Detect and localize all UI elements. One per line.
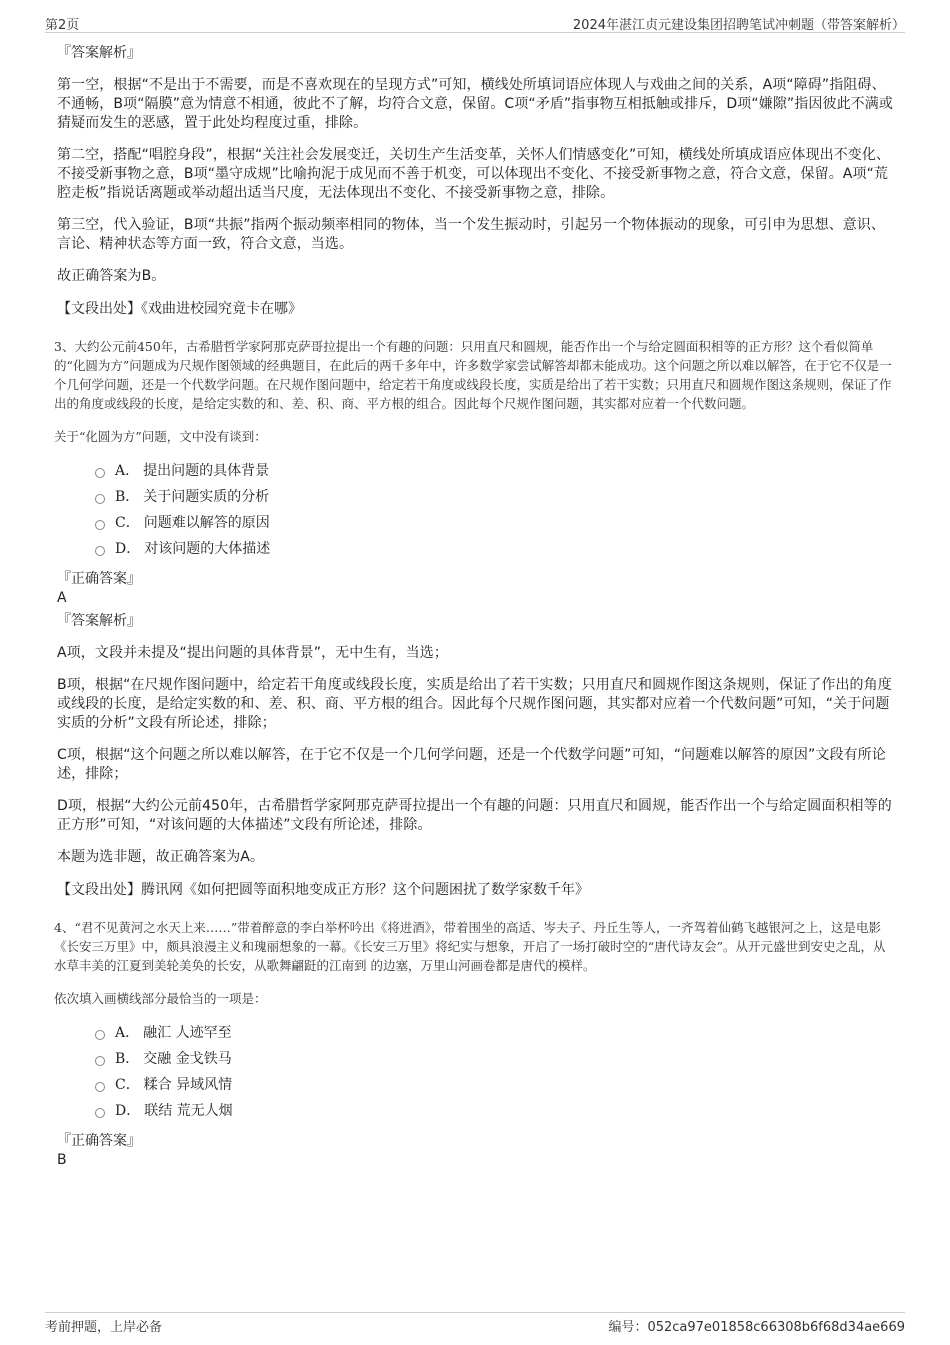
correct-answer: B bbox=[57, 1152, 67, 1168]
option-c[interactable] bbox=[95, 1072, 895, 1098]
option-letter: C． bbox=[115, 515, 140, 531]
question-3 bbox=[54, 337, 895, 900]
radio-button[interactable] bbox=[95, 468, 105, 478]
option-letter: C． bbox=[115, 1077, 140, 1093]
analysis-paragraph: 第二空，搭配“唱腔身段”，根据“关注社会发展变迁，关切生产生活变革，关怀人们情感变化”可知，横线处所填成语应体现出不变化、不接受新事物之意，B项“墨守成规”比喻拘泥于成见而不善于机变，可以体现出不变化、不接受新事物之意，符合文意，保留。A项“荒腔走板”指说话离题或举动超出适当尺度，无法体现出不变化、不接受新事物之意，排除。 bbox=[57, 147, 891, 201]
option-d[interactable] bbox=[95, 1098, 895, 1124]
correct-answer: A bbox=[57, 590, 67, 606]
page-footer bbox=[45, 1312, 905, 1333]
footer-slogan: 考前押题，上岸必备 bbox=[45, 1320, 163, 1335]
option-letter: D． bbox=[115, 1103, 141, 1119]
option-letter: A． bbox=[115, 463, 140, 479]
analysis-paragraph: D项，根据“大约公元前450年，古希腊哲学家阿那克萨哥拉提出一个有趣的问题：只用直尺和圆规，能否作出一个与给定圆面积相等的正方形”可知，“对该问题的大体描述”文段有所论述，排除。 bbox=[57, 798, 892, 833]
correct-answer-label: 『正确答案』 bbox=[57, 1133, 141, 1149]
analysis-paragraph: 第一空，根据“不是出于不需要，而是不喜欢现在的呈现方式”可知，横线处所填词语应体现人与戏曲之间的关系，A项“障碍”指阻碍、不通畅，B项“隔膜”意为情意不相通，彼此不了解，均符合文意，保留。C项“矛盾”指事物互相抵触或排斥，D项“嫌隙”指因彼此不满或猜疑而发生的恶感，置于此处均程度过重，排除。 bbox=[57, 77, 893, 131]
radio-button[interactable] bbox=[95, 1108, 105, 1118]
option-text: 关于问题实质的分析 bbox=[143, 489, 270, 505]
option-letter: A． bbox=[115, 1025, 140, 1041]
question-text: 3、大约公元前450年，古希腊哲学家阿那克萨哥拉提出一个有趣的问题：只用直尺和圆规，能否作出一个与给定圆面积相等的正方形？这个看似简单的“化圆为方”问题成为尺规作图领域的经典题目，在此后的两千多年中，许多数学家尝试解答却都未能成功。这个问题之所以难以解答，在于它不仅是一个几何学问题，还是一个代数学问题。在尺规作图问题中，给定若干角度或线段长度，实质是给出了若干实数；只用直尺和圆规作图这条规则，保证了作出的角度或线段的长度，是给定实数的和、差、积、商、平方根的组合。因此每个尺规作图问题，其实都对应着一个代数问题。 bbox=[54, 339, 892, 411]
option-a[interactable] bbox=[95, 458, 895, 484]
option-c[interactable] bbox=[95, 510, 895, 536]
radio-button[interactable] bbox=[95, 494, 105, 504]
option-text: 对该问题的大体描述 bbox=[144, 541, 271, 557]
analysis-paragraph: C项，根据“这个问题之所以难以解答，在于它不仅是一个几何学问题，还是一个代数学问题”可知，“问题难以解答的原因”文段有所论述，排除； bbox=[57, 747, 886, 782]
radio-button[interactable] bbox=[95, 1056, 105, 1066]
option-b[interactable] bbox=[95, 484, 895, 510]
option-d[interactable] bbox=[95, 536, 895, 562]
options-list bbox=[95, 1020, 895, 1124]
option-text: 融汇 人迹罕至 bbox=[143, 1025, 232, 1041]
option-letter: D． bbox=[115, 541, 141, 557]
option-b[interactable] bbox=[95, 1046, 895, 1072]
document-code: 编号：052ca97e01858c66308b6f68d34ae669 bbox=[608, 1320, 905, 1335]
source-citation: 【文段出处】《戏曲进校园究竟卡在哪》 bbox=[57, 301, 302, 317]
question-text: 4、“君不见黄河之水天上来……”带着醉意的李白举杯吟出《将进酒》，带着围坐的高适、岑夫子、丹丘生等人，一齐驾着仙鹤飞越银河之上，这是电影《长安三万里》中，颇具浪漫主义和瑰丽想象的一幕。《长安三万里》将纪实与想象，开启了一场打破时空的“唐代诗友会”。从开元盛世到安史之乱，从水草丰美的江夏到美轮美奂的长安，从歌舞翩跹的江南到 的边塞，万里山河画卷都是唐代的模样。 bbox=[54, 920, 886, 973]
analysis-conclusion: 本题为选非题，故正确答案为A。 bbox=[57, 849, 265, 865]
page-header bbox=[45, 12, 905, 33]
option-a[interactable] bbox=[95, 1020, 895, 1046]
analysis-label: 『答案解析』 bbox=[57, 45, 141, 61]
option-text: 问题难以解答的原因 bbox=[143, 515, 270, 531]
option-text: 糅合 异域风情 bbox=[143, 1077, 233, 1093]
analysis-paragraph: A项，文段并未提及“提出问题的具体背景”，无中生有，当选； bbox=[57, 645, 448, 661]
option-letter: B． bbox=[115, 489, 140, 505]
question-prompt: 依次填入画横线部分最恰当的一项是： bbox=[54, 991, 267, 1006]
radio-button[interactable] bbox=[95, 1082, 105, 1092]
option-text: 联结 荒无人烟 bbox=[144, 1103, 233, 1119]
options-list bbox=[95, 458, 895, 562]
option-letter: B． bbox=[115, 1051, 140, 1067]
question-4 bbox=[54, 918, 895, 1170]
page-content bbox=[54, 42, 895, 1172]
analysis-label: 『答案解析』 bbox=[57, 613, 141, 629]
radio-button[interactable] bbox=[95, 520, 105, 530]
radio-button[interactable] bbox=[95, 546, 105, 556]
question-prompt: 关于“化圆为方”问题，文中没有谈到： bbox=[54, 429, 267, 444]
analysis-conclusion: 故正确答案为B。 bbox=[57, 268, 166, 284]
analysis-paragraph: 第三空，代入验证，B项“共振”指两个振动频率相同的物体，当一个发生振动时，引起另一个物体振动的现象，可引申为思想、意识、言论、精神状态等方面一致，符合文意，当选。 bbox=[57, 217, 886, 252]
radio-button[interactable] bbox=[95, 1030, 105, 1040]
document-title: 2024年湛江贞元建设集团招聘笔试冲刺题（带答案解析） bbox=[572, 18, 905, 33]
correct-answer-label: 『正确答案』 bbox=[57, 571, 141, 587]
analysis-paragraph: B项，根据“在尺规作图问题中，给定若干角度或线段长度，实质是给出了若干实数；只用直尺和圆规作图这条规则，保证了作出的角度或线段的长度，是给定实数的和、差、积、商、平方根的组合。因此每个尺规作图问题，其实都对应着一个代数问题”可知，“关于问题实质的分析”文段有所论述，排除； bbox=[57, 677, 892, 731]
source-citation: 【文段出处】腾讯网《如何把圆等面积地变成正方形？这个问题困扰了数学家数千年》 bbox=[57, 882, 589, 898]
section-q2-analysis bbox=[57, 42, 895, 319]
option-text: 提出问题的具体背景 bbox=[143, 463, 270, 479]
option-text: 交融 金戈铁马 bbox=[143, 1051, 232, 1067]
page-number: 第2页 bbox=[45, 18, 80, 33]
